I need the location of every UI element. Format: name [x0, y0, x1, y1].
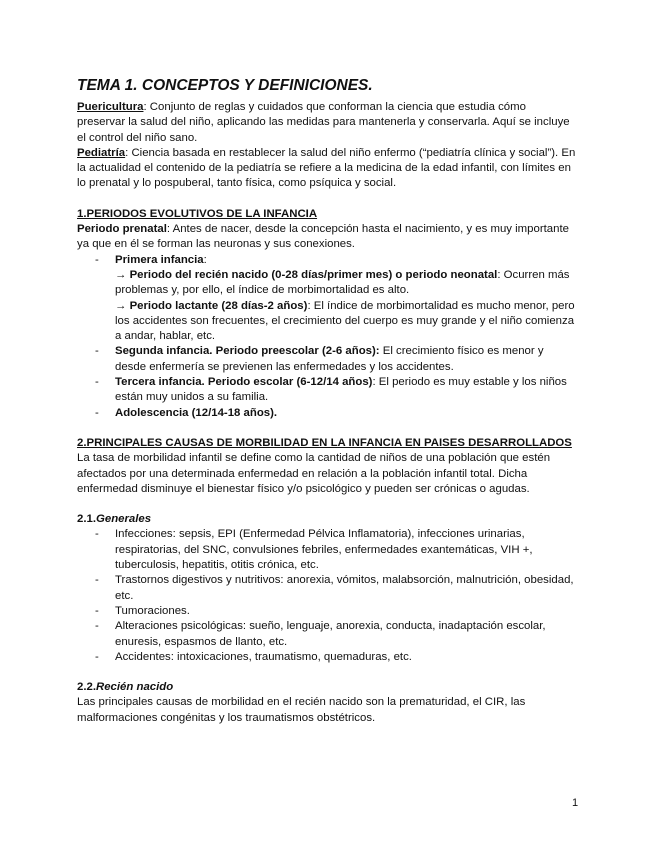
tercera-infancia-definition: : El periodo es muy estable y los niños están muy unidos a su familia.: [115, 376, 567, 404]
section1-heading: 1.PERIODOS EVOLUTIVOS DE LA INFANCIA: [77, 207, 318, 220]
list-item: [77, 619, 577, 650]
pediatria-term: Pediatría: [77, 146, 126, 159]
pediatria-paragraph: [77, 146, 577, 192]
section2-heading: 2.PRINCIPALES CAUSAS DE MORBILIDAD EN LA INFANCIA EN PAISES DESARROLLADOS: [77, 436, 572, 449]
bullet: -: [95, 620, 99, 633]
subsection-2-1-heading: [77, 512, 577, 527]
list-item: [77, 604, 577, 619]
arrow-icon: →: [115, 268, 127, 281]
puericultura-term: Puericultura: [77, 101, 144, 113]
subsection-2-2-title: Recién nacido: [96, 681, 174, 694]
bullet: -: [95, 650, 99, 663]
document-title: TEMA 1. CONCEPTOS Y DEFINICIONES.: [77, 77, 373, 94]
pediatria-definition: : Ciencia basada en restablecer la salud del niño enfermo (“pediatría clínica y social”). En la actualidad el contenido de la pediatría se refiere a la medicina de la edad infantil, con límites en lo prenatal y lo pospuberal, tanto física, como psíquica y social.: [77, 146, 576, 190]
puericultura-paragraph: [77, 100, 577, 146]
puericultura-definition: : Conjunto de reglas y cuidados que conforman la ciencia que estudia cómo preservar la salud del niño, aplicando las medidas para mantenerla y conservarla. Aquí se incluye el control del niño sano.: [77, 101, 570, 144]
neonatal-term: Periodo del recién nacido (0-28 días/primer mes) o periodo neonatal: [129, 268, 498, 281]
subsection-2-1-title: Generales: [96, 513, 152, 526]
subsection-2-2-number: 2.2.: [77, 681, 96, 694]
prenatal-term: Periodo prenatal: [77, 223, 167, 236]
document-page: [77, 76, 577, 726]
cause-text: Alteraciones psicológicas: sueño, lenguaje, anorexia, conducta, inadaptación escolar, enuresis, espasmos de llanto, etc.: [115, 620, 546, 648]
bullet: -: [95, 528, 99, 541]
page-number: 1: [572, 797, 579, 809]
bullet: -: [95, 604, 99, 617]
cause-text: Accidentes: intoxicaciones, traumatismo, quemaduras, etc.: [115, 650, 412, 663]
list-item: [77, 573, 577, 604]
list-item-tercera-infancia: [77, 375, 577, 406]
adolescencia-term: Adolescencia (12/14-18 años).: [115, 406, 278, 419]
list-item: [77, 527, 577, 573]
section2-body: La tasa de morbilidad infantil se define como la cantidad de niños de una población que estén afectados por una determinada enfermedad en relación a la población infantil total. Dicha enfermedad disminuye el bienestar físico y/o psicológico y pueden ser crónicas o agudas.: [77, 452, 551, 495]
periods-list: [77, 253, 577, 421]
prenatal-definition: : Antes de nacer, desde la concepción hasta el nacimiento, y es muy importante ya que en él se forman las neuronas y sus conexiones.: [77, 223, 569, 251]
bullet: -: [95, 253, 99, 266]
cause-text: Trastornos digestivos y nutritivos: anorexia, vómitos, malabsorción, malnutrición, obesidad, etc.: [115, 574, 574, 602]
tercera-infancia-term: Tercera infancia. Periodo escolar (6-12/14 años): [115, 376, 373, 389]
list-item: [77, 650, 577, 665]
list-item-adolescencia: [77, 406, 577, 421]
neonatal-line: [115, 268, 577, 299]
lactante-definition: : El índice de morbimortalidad es mucho menor, pero los accidentes son frecuentes, el crecimiento del cuerpo es muy grande y el niño comienza a andar, hablar, etc.: [115, 299, 575, 343]
bullet: -: [95, 376, 99, 389]
primera-infancia-colon: :: [203, 253, 207, 266]
lactante-line: [115, 299, 577, 345]
subsection-2-1-number: 2.1.: [77, 513, 96, 526]
arrow-icon: →: [115, 299, 127, 312]
segunda-infancia-definition: El crecimiento físico es menor y desde enfermería se previenen las enfermedades y los accidentes.: [115, 345, 544, 373]
subsection-2-2-heading: [77, 680, 577, 695]
bullet: -: [95, 406, 99, 419]
causes-list: [77, 527, 577, 665]
bullet: -: [95, 574, 99, 587]
segunda-infancia-term: Segunda infancia. Periodo preescolar (2-6 años):: [115, 345, 380, 358]
subsection-2-2-body: Las principales causas de morbilidad en el recién nacido son la prematuridad, el CIR, las malformaciones congénitas y los traumatismos obstétricos.: [77, 696, 526, 724]
prenatal-paragraph: [77, 222, 577, 253]
cause-text: Infecciones: sepsis, EPI (Enfermedad Pélvica Inflamatoria), infecciones urinarias, respiratorias, del SNC, convulsiones febriles, enfermedades exantemáticas, VIH +, tuberculosis, hepatitis, otitis crónica, etc.: [115, 528, 533, 572]
lactante-term: Periodo lactante (28 días-2 años): [129, 299, 308, 312]
list-item-primera-infancia: [77, 253, 577, 345]
cause-text: Tumoraciones.: [115, 604, 190, 617]
primera-infancia-label: Primera infancia: [115, 253, 204, 266]
bullet: -: [95, 345, 99, 358]
neonatal-definition: : Ocurren más problemas y, por ello, el índice de morbimortalidad es alto.: [115, 268, 570, 297]
list-item-segunda-infancia: [77, 344, 577, 375]
